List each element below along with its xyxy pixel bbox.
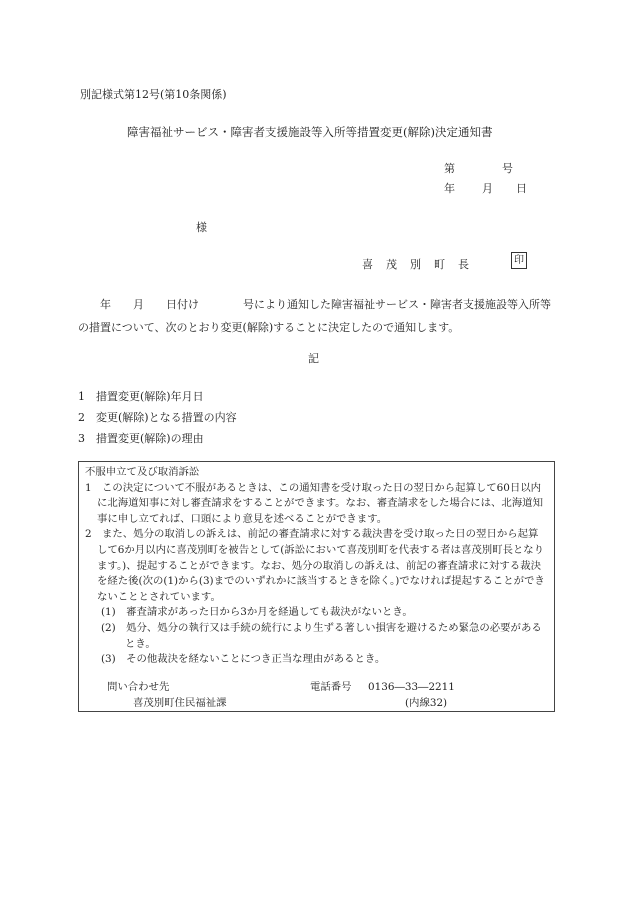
ki-heading: 記 xyxy=(308,352,319,365)
notice-paragraph: 2 また、処分の取消しの訴えは、前記の審査請求に対する裁決書を受け取った日の翌日から起算して6か月以内に喜茂別町を被告として(訴訟において喜茂別町を代表する者は喜茂別町長となります。)、提起することができます。なお、処分の取消しの訴えは、前記の審査請求に対する裁決を経た後(次の(1)から(3)までのいずれかに該当するときを除く。)でなければ提起することができないこととされています。 xyxy=(85,528,545,603)
issuer-char: 町 xyxy=(434,258,445,271)
notice-subitem: (2) 処分、処分の執行又は手続の続行により生ずる著しい損害を避けるため緊急の必要があるとき。 xyxy=(101,621,542,650)
document-number-line xyxy=(444,160,513,176)
notice-paragraph: 1 この決定について不服があるときは、この通知書を受け取った日の翌日から起算して60日以内に北海道知事に対し審査請求をすることができます。なお、審査請求をした場合には、北海道知事に申し立てれば、口頭により意見を述べることができます。 xyxy=(85,481,543,525)
contact-department: 喜茂別町住民福祉課 xyxy=(133,696,227,709)
appeal-notice-box xyxy=(78,461,555,712)
contact-info xyxy=(85,680,548,714)
date-line xyxy=(444,180,527,196)
seal-stamp: 印 xyxy=(511,252,527,269)
document-title: 障害福祉サービス・障害者支援施設等入所等措置変更(解除)決定通知書 xyxy=(127,125,493,139)
issuer-char: 茂 xyxy=(386,258,397,271)
issuer-line xyxy=(362,256,482,272)
issuer-char: 長 xyxy=(458,258,469,271)
number-prefix: 第 xyxy=(444,162,455,175)
number-suffix: 号 xyxy=(502,162,513,175)
notice-heading: 不服申立て及び取消訴訟 xyxy=(85,466,200,478)
list-item: 3 措置変更(解除)の理由 xyxy=(78,432,204,445)
list-item: 2 変更(解除)となる措置の内容 xyxy=(78,411,237,424)
phone-extension: (内線32) xyxy=(405,696,448,709)
date-day: 日 xyxy=(516,182,527,195)
contact-label: 問い合わせ先 xyxy=(107,680,170,693)
date-year: 年 xyxy=(444,182,455,195)
body-paragraph: 年 月 日付け 号により通知した障害福祉サービス・障害者支援施設等入所等の措置について、次のとおり変更(解除)することに決定したので通知します。 xyxy=(78,298,551,334)
form-number: 別記様式第12号(第10条関係) xyxy=(80,88,227,101)
issuer-char: 喜 xyxy=(362,258,373,271)
addressee-suffix: 様 xyxy=(196,221,207,234)
date-month: 月 xyxy=(482,182,493,195)
phone-number: 0136―33―2211 xyxy=(368,680,455,693)
notice-subitem: (3) その他裁決を経ないことにつき正当な理由があるとき。 xyxy=(101,653,386,666)
notice-subitem: (1) 審査請求があった日から3か月を経過しても裁決がないとき。 xyxy=(101,606,413,619)
list-item: 1 措置変更(解除)年月日 xyxy=(78,390,204,403)
phone-label: 電話番号 xyxy=(310,680,352,693)
issuer-char: 別 xyxy=(410,258,421,271)
